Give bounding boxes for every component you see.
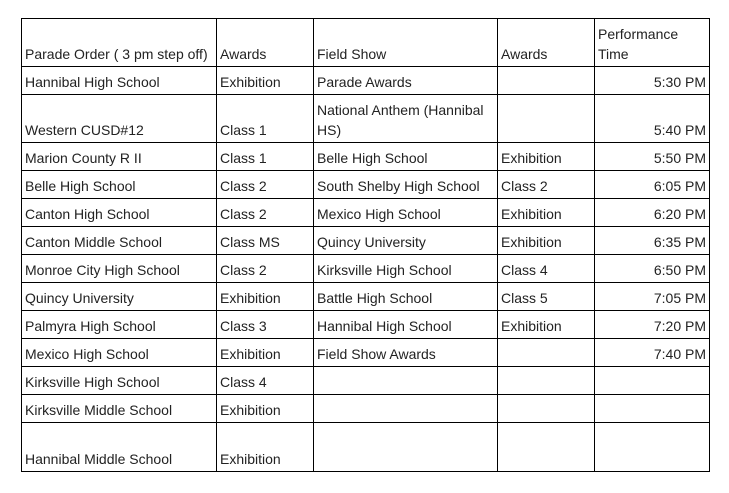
parade-awards-cell: Exhibition [217, 395, 314, 423]
performance-time-cell [595, 395, 710, 423]
parade-order-cell: Canton Middle School [22, 227, 217, 255]
header-cell: Parade Order ( 3 pm step off) [22, 19, 217, 67]
parade-order-cell: Belle High School [22, 171, 217, 199]
table-row [22, 95, 710, 143]
field-awards-cell: Exhibition [498, 143, 595, 171]
table-row [22, 367, 710, 395]
field-show-cell: Quincy University [314, 227, 498, 255]
table-row [22, 199, 710, 227]
field-show-cell: Belle High School [314, 143, 498, 171]
parade-awards-cell: Exhibition [217, 423, 314, 472]
parade-awards-cell: Exhibition [217, 283, 314, 311]
parade-awards-cell: Class 2 [217, 199, 314, 227]
field-awards-cell [498, 95, 595, 143]
field-show-cell: Parade Awards [314, 67, 498, 95]
performance-time-cell: 5:40 PM [595, 95, 710, 143]
parade-awards-cell: Class 1 [217, 143, 314, 171]
performance-time-cell: 6:20 PM [595, 199, 710, 227]
parade-awards-cell: Class 3 [217, 311, 314, 339]
field-show-cell: South Shelby High School [314, 171, 498, 199]
header-cell: Performance Time [595, 19, 710, 67]
parade-awards-cell: Class 1 [217, 95, 314, 143]
performance-time-cell: 5:30 PM [595, 67, 710, 95]
performance-time-cell: 5:50 PM [595, 143, 710, 171]
parade-awards-cell: Class 2 [217, 171, 314, 199]
header-cell: Awards [498, 19, 595, 67]
performance-time-cell: 7:40 PM [595, 339, 710, 367]
parade-order-cell: Canton High School [22, 199, 217, 227]
field-awards-cell: Exhibition [498, 311, 595, 339]
field-awards-cell: Exhibition [498, 199, 595, 227]
parade-awards-cell: Class MS [217, 227, 314, 255]
table-row [22, 171, 710, 199]
field-show-cell [314, 423, 498, 472]
table-row [22, 423, 710, 472]
field-awards-cell: Class 5 [498, 283, 595, 311]
parade-awards-cell: Class 4 [217, 367, 314, 395]
field-show-cell: Hannibal High School [314, 311, 498, 339]
performance-time-cell: 6:50 PM [595, 255, 710, 283]
parade-order-cell: Quincy University [22, 283, 217, 311]
parade-order-cell: Mexico High School [22, 339, 217, 367]
parade-order-cell: Hannibal High School [22, 67, 217, 95]
performance-time-cell: 7:05 PM [595, 283, 710, 311]
parade-order-cell: Kirksville Middle School [22, 395, 217, 423]
schedule-table [21, 18, 710, 472]
parade-awards-cell: Class 2 [217, 255, 314, 283]
field-show-cell: Kirksville High School [314, 255, 498, 283]
table-row [22, 395, 710, 423]
header-cell: Field Show [314, 19, 498, 67]
field-awards-cell: Exhibition [498, 227, 595, 255]
parade-order-cell: Western CUSD#12 [22, 95, 217, 143]
table-row [22, 67, 710, 95]
table-row [22, 143, 710, 171]
field-awards-cell: Class 2 [498, 171, 595, 199]
field-show-cell [314, 367, 498, 395]
field-awards-cell: Class 4 [498, 255, 595, 283]
parade-awards-cell: Exhibition [217, 67, 314, 95]
performance-time-cell: 7:20 PM [595, 311, 710, 339]
table-row [22, 283, 710, 311]
parade-order-cell: Palmyra High School [22, 311, 217, 339]
field-show-cell: Battle High School [314, 283, 498, 311]
parade-order-cell: Kirksville High School [22, 367, 217, 395]
performance-time-cell: 6:35 PM [595, 227, 710, 255]
parade-order-cell: Marion County R II [22, 143, 217, 171]
table-row [22, 311, 710, 339]
table-row [22, 227, 710, 255]
field-awards-cell [498, 339, 595, 367]
header-cell: Awards [217, 19, 314, 67]
parade-order-cell: Hannibal Middle School [22, 423, 217, 472]
parade-order-cell: Monroe City High School [22, 255, 217, 283]
field-show-cell: National Anthem (Hannibal HS) [314, 95, 498, 143]
parade-awards-cell: Exhibition [217, 339, 314, 367]
field-show-cell [314, 395, 498, 423]
field-show-cell: Field Show Awards [314, 339, 498, 367]
performance-time-cell [595, 423, 710, 472]
field-awards-cell [498, 367, 595, 395]
field-show-cell: Mexico High School [314, 199, 498, 227]
header-row [22, 19, 710, 67]
table-row [22, 339, 710, 367]
field-awards-cell [498, 395, 595, 423]
table-row [22, 255, 710, 283]
field-awards-cell [498, 423, 595, 472]
field-awards-cell [498, 67, 595, 95]
performance-time-cell: 6:05 PM [595, 171, 710, 199]
performance-time-cell [595, 367, 710, 395]
